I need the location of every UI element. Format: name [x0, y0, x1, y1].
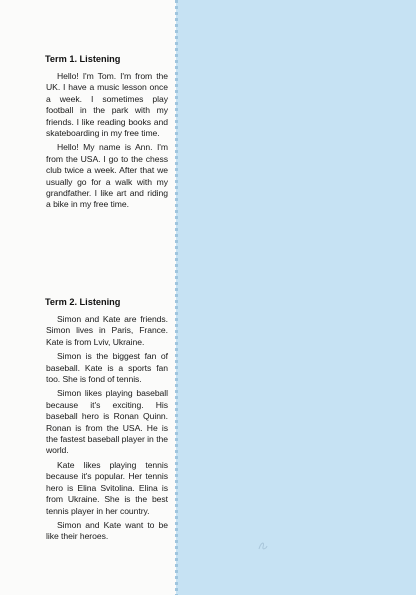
section-heading: Term 1. Listening	[45, 54, 121, 64]
listening-section-term-1	[46, 54, 168, 214]
perforation-line	[175, 0, 178, 595]
paragraph: Simon and Kate want to be like their heroes.	[46, 519, 168, 542]
paragraph: Hello! My name is Ann. I'm from the USA. I go to the chess club twice a week. After that we usually go for a walk with my grandfather. I like art and riding a bike in my free time.	[46, 142, 168, 210]
paragraph: Kate likes playing tennis because it's popular. Her tennis hero is Elina Svitolina. Elina is from Ukraine. She is the best tennis player in her country.	[46, 459, 168, 516]
paragraph: Hello! I'm Tom. I'm from the UK. I have a music lesson once a week. I sometimes play football in the park with my friends. I like reading books and skateboarding in my free time.	[46, 71, 168, 139]
listening-section-term-2	[46, 297, 168, 546]
section-heading: Term 2. Listening	[45, 297, 121, 307]
pen-mark-icon	[256, 538, 270, 552]
paragraph: Simon is the biggest fan of baseball. Kate is a sports fan too. She is fond of tennis.	[46, 351, 168, 385]
blue-side-panel	[176, 0, 416, 595]
paragraph: Simon likes playing baseball because it's exciting. His baseball hero is Ronan Quinn. Ronan is from the USA. He is the fastest baseball player in the world.	[46, 388, 168, 456]
paragraph: Simon and Kate are friends. Simon lives in Paris, France. Kate is from Lviv, Ukraine.	[46, 314, 168, 347]
